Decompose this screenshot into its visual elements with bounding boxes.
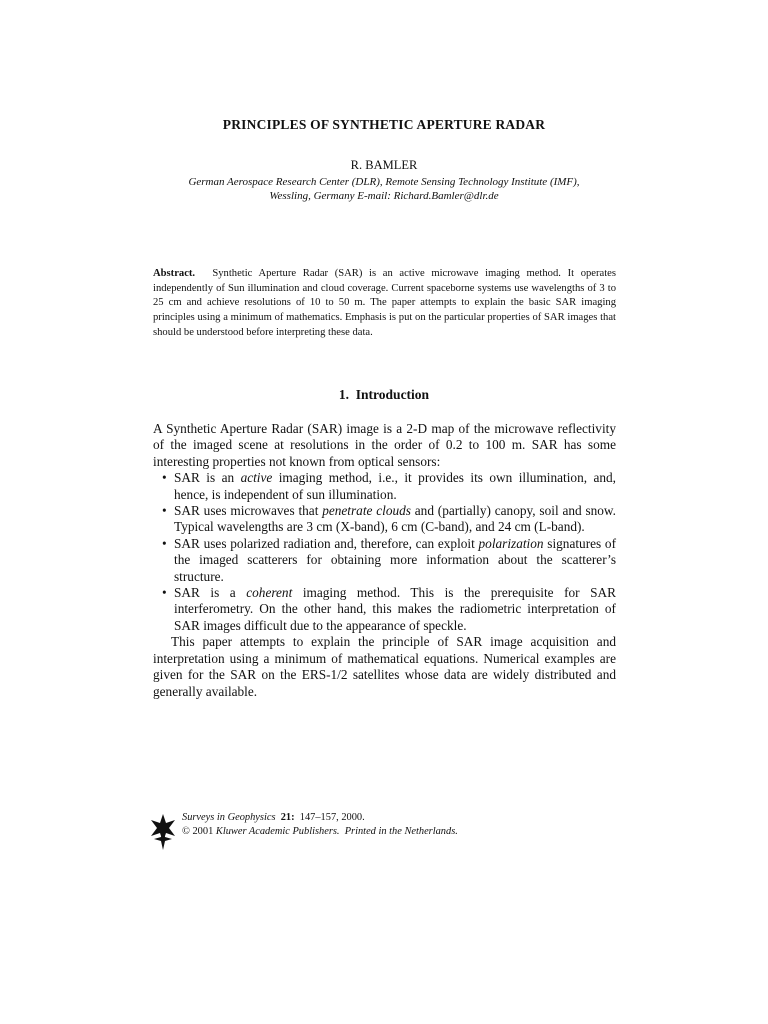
list-item: • SAR is a coherent imaging method. This is the prerequisite for SAR interferometry. On the other hand, this makes the radiometric interpretation of SAR images difficult due to the appearance of speckle. — [162, 585, 616, 633]
list-item: • SAR is an active imaging method, i.e., it provides its own illumination, and, hence, is independent of sun illumination. — [162, 470, 616, 502]
section-heading: 1. Introduction — [338, 387, 430, 402]
property-list — [153, 470, 616, 634]
publisher-text: Kluwer Academic Publishers. Printed in the Netherlands. — [215, 826, 458, 837]
section-body — [153, 421, 616, 700]
copyright-year: © 2001 — [182, 826, 214, 837]
abstract-label: Abstract. — [153, 268, 196, 279]
abstract — [153, 267, 616, 341]
kluwer-star-logo-icon — [150, 813, 176, 851]
paper-title: PRINCIPLES OF SYNTHETIC APERTURE RADAR — [222, 117, 546, 132]
author-name: R. BAMLER — [350, 158, 418, 172]
bullet-icon: • — [162, 503, 167, 519]
intro-paragraph: A Synthetic Aperture Radar (SAR) image is a 2-D map of the microwave reflectivity of the imaged scene at resolutions in the order of 0.2 to 100 m. SAR has some interesting properties not known from optical sensors: — [153, 421, 616, 469]
closing-paragraph: This paper attempts to explain the principle of SAR image acquisition and interpretation using a minimum of mathematical equations. Numerical examples are given for the SAR on the ERS-1/2 satellites whose data are widely distributed and generally available. — [153, 634, 616, 699]
journal-name: Surveys in Geophysics — [182, 812, 276, 823]
bullet-icon: • — [162, 535, 167, 551]
author-affiliation — [0, 175, 768, 203]
bullet-icon: • — [162, 470, 167, 486]
affiliation-line-2: Wessling, Germany E-mail: Richard.Bamler@dlr.de — [269, 190, 499, 202]
bullet-icon: • — [162, 585, 167, 601]
journal-pages: 147–157, 2000. — [299, 812, 365, 823]
abstract-text: Synthetic Aperture Radar (SAR) is an active microwave imaging method. It operates independently of Sun illumination and cloud coverage. Current spaceborne systems use wavelengths of 3 to 25 cm and achieve resolutions of 10 to 50 m. The paper attempts to explain the basic SAR imaging principles using a minimum of mathematics. Emphasis is put on the particular properties of SAR images that should be understood before interpreting these data. — [153, 268, 616, 338]
affiliation-line-1: German Aerospace Research Center (DLR), Remote Sensing Technology Institute (IMF), — [188, 176, 580, 188]
journal-volume: 21: — [280, 812, 295, 823]
list-item: • SAR uses polarized radiation and, therefore, can exploit polarization signatures of the imaged scatterers for obtaining more information about the scatterer’s structure. — [162, 535, 617, 584]
list-item: • SAR uses microwaves that penetrate clouds and (partially) canopy, soil and snow. Typical wavelengths are 3 cm (X-band), 6 cm (C-band), and 24 cm (L-band). — [162, 503, 616, 535]
citation-line — [182, 811, 458, 825]
publication-footer — [150, 811, 620, 851]
footer-text — [182, 811, 458, 839]
copyright-line — [182, 825, 458, 839]
